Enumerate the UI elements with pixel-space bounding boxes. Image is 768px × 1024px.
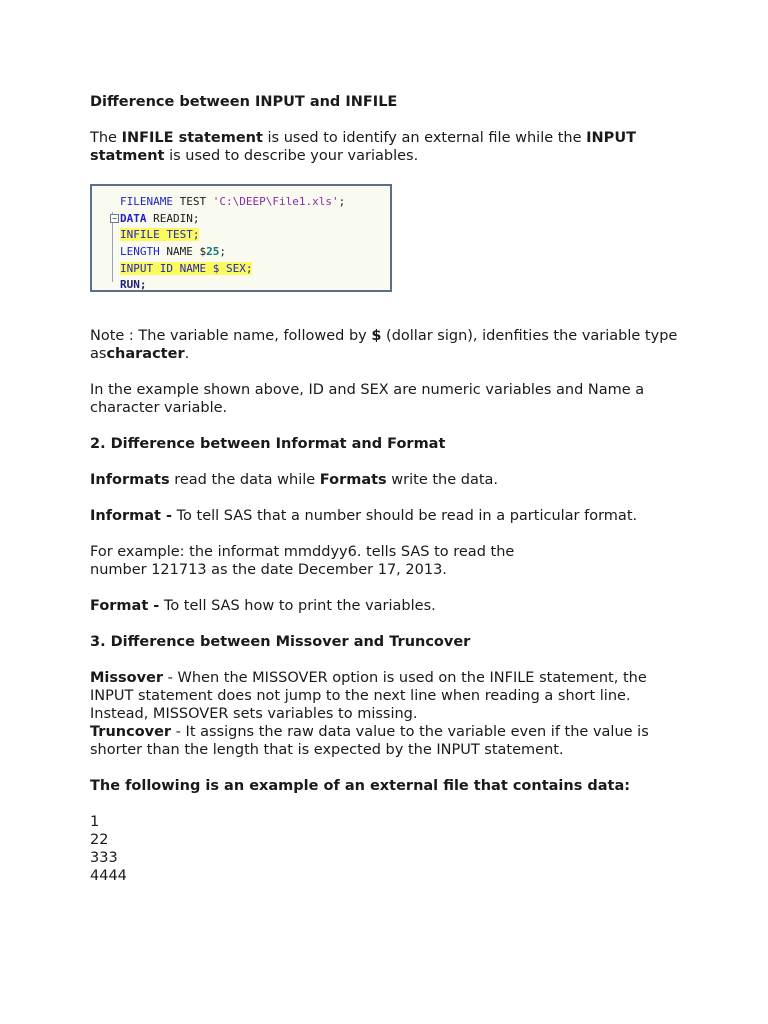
- truncover-definition: [90, 723, 690, 759]
- section2-title: 2. Difference between Informat and Format: [90, 436, 446, 452]
- collapse-minus-icon: −: [110, 214, 119, 223]
- formats-term: Formats: [319, 472, 387, 488]
- note-paragraph: [90, 327, 690, 363]
- informat-example-line1: For example: the informat mmddyy6. tells SAS to read the: [90, 544, 515, 560]
- data-lines: [90, 813, 690, 885]
- code-line-input: [92, 261, 390, 278]
- dollar-sign: $: [371, 328, 382, 344]
- truncover-term: Truncover: [90, 724, 172, 740]
- missover-term: Missover: [90, 670, 164, 686]
- text: To tell SAS that a number should be read in a particular format.: [172, 508, 638, 524]
- informat-term: Informat -: [90, 508, 173, 524]
- text: write the data.: [386, 472, 499, 488]
- document-page: [90, 93, 690, 885]
- text: .: [184, 346, 190, 362]
- code-text: ;: [338, 195, 346, 208]
- format-term: Format -: [90, 598, 160, 614]
- text: is used to describe your variables.: [164, 148, 419, 164]
- sas-code-screenshot: [90, 184, 392, 292]
- code-line-data: [92, 211, 390, 228]
- missover-definition: [90, 669, 690, 723]
- code-number: 25: [206, 245, 220, 259]
- character-term: character: [106, 346, 185, 362]
- example-paragraph: In the example shown above, ID and SEX are numeric variables and Name a character variable.: [90, 382, 645, 416]
- data-line: 22: [90, 832, 109, 848]
- data-line: 1: [90, 814, 100, 830]
- data-line: 333: [90, 850, 118, 866]
- code-text: TEST: [172, 195, 213, 208]
- section1-title: Difference between INPUT and INFILE: [90, 94, 398, 110]
- code-text: NAME $: [159, 245, 207, 259]
- code-string: 'C:\DEEP\File1.xls': [212, 195, 339, 208]
- code-line-run: [92, 277, 390, 294]
- text: - It assigns the raw data value to the variable even if the value is shorter than the length that is expected by the INPUT statement.: [90, 724, 649, 758]
- informats-term: Informats: [90, 472, 170, 488]
- external-file-example-heading: The following is an example of an external file that contains data:: [90, 778, 631, 794]
- text: (dollar sign), idenfities the variable type as: [90, 328, 678, 362]
- code-keyword: RUN;: [120, 278, 147, 292]
- text: read the data while: [169, 472, 320, 488]
- code-line-infile: [92, 227, 390, 244]
- code-line-length: [92, 244, 390, 261]
- infile-intro-paragraph: [90, 129, 690, 165]
- informat-example-line2: number 121713 as the date December 17, 2013.: [90, 562, 447, 578]
- code-keyword: DATA: [120, 211, 147, 225]
- text: - When the MISSOVER option is used on the INFILE statement, the INPUT statement does not jump to the next line when reading a short line. Instead, MISSOVER sets variables to missing.: [90, 670, 647, 722]
- code-highlighted: INFILE TEST;: [120, 228, 200, 242]
- text: To tell SAS how to print the variables.: [159, 598, 436, 614]
- code-keyword: LENGTH: [120, 245, 160, 259]
- informat-definition: [90, 507, 690, 525]
- code-highlighted: INPUT ID NAME $ SEX;: [120, 261, 253, 275]
- text: Note : The variable name, followed by: [90, 328, 372, 344]
- input-statement-term: INPUT statment: [90, 130, 636, 164]
- text: The: [90, 130, 122, 146]
- data-line: 4444: [90, 868, 127, 884]
- code-text: ;: [219, 245, 226, 259]
- code-keyword: FILENAME: [120, 195, 173, 208]
- code-text: READIN;: [146, 211, 200, 225]
- text: is used to identify an external file while the: [262, 130, 587, 146]
- infile-statement-term: INFILE statement: [121, 130, 263, 146]
- code-line-filename: [92, 194, 390, 211]
- format-definition: [90, 597, 690, 615]
- informats-formats-line: [90, 471, 690, 489]
- section3-title: 3. Difference between Missover and Truncover: [90, 634, 471, 650]
